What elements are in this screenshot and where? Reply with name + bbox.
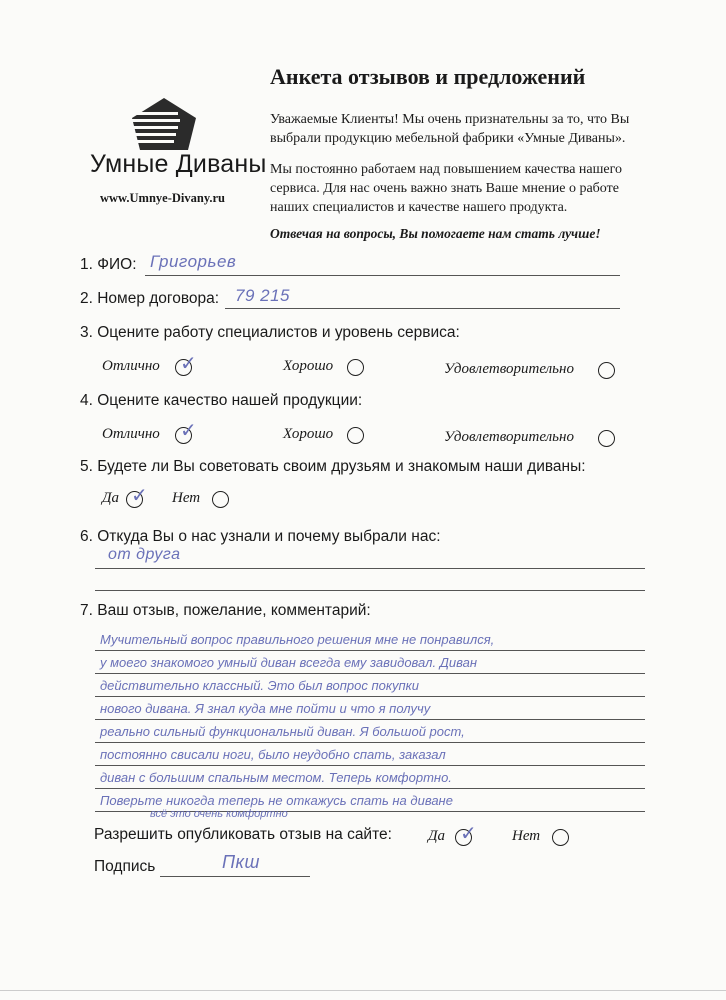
q7-line-4: [95, 719, 645, 720]
q3-option-satisfactory: Удовлетворительно: [444, 361, 574, 377]
tagline: Отвечая на вопросы, Вы помогаете нам стать лучше!: [270, 226, 601, 241]
signature[interactable]: Пкш: [222, 852, 260, 872]
page-edge: [0, 990, 726, 991]
comment-line-1[interactable]: Мучительный вопрос правильного решения мне не понравился,: [100, 632, 495, 647]
form-title: Анкета отзывов и предложений: [270, 64, 586, 89]
q1-label: 1. ФИО:: [80, 256, 137, 273]
q2-line: [225, 308, 620, 309]
q7-line-6: [95, 765, 645, 766]
intro-p1-line1: Уважаемые Клиенты! Мы очень признательны за то, что Вы: [270, 112, 630, 127]
q7-label: 7. Ваш отзыв, пожелание, комментарий:: [80, 602, 371, 619]
comment-line-9[interactable]: всё это очень комфортно: [150, 808, 288, 820]
q3-radio-good[interactable]: [347, 359, 364, 376]
comment-line-3[interactable]: действительно классный. Это был вопрос покупки: [100, 678, 420, 693]
q6-answer[interactable]: от друга: [108, 546, 181, 563]
logo-icon: [132, 98, 196, 150]
q5-option-no: Нет: [172, 490, 201, 506]
q3-check-mark: ✓: [180, 351, 197, 375]
intro-p2-line2: сервиса. Для нас очень важно знать Ваше мнение о работе: [270, 181, 619, 196]
q2-answer[interactable]: 79 215: [235, 286, 290, 305]
q4-option-excellent: Отлично: [102, 426, 160, 442]
q7-line-5: [95, 742, 645, 743]
q3-option-excellent: Отлично: [102, 358, 160, 374]
comment-line-8[interactable]: Поверьте никогда теперь не откажусь спать на диване: [100, 793, 453, 808]
comment-line-5[interactable]: реально сильный функциональный диван. Я большой рост,: [100, 724, 465, 739]
q4-radio-satisfactory[interactable]: [598, 430, 615, 447]
q7-line-2: [95, 673, 645, 674]
q6-line-1: [95, 568, 645, 569]
q5-check-mark: ✓: [131, 483, 148, 507]
q1-line: [145, 275, 620, 276]
q7-line-7: [95, 788, 645, 789]
intro-p1-line2: выбрали продукцию мебельной фабрики «Умные Диваны».: [270, 131, 626, 146]
signature-label: Подпись: [94, 858, 156, 875]
q3-label: 3. Оцените работу специалистов и уровень сервиса:: [80, 324, 460, 341]
publish-radio-no[interactable]: [552, 829, 569, 846]
q7-line-3: [95, 696, 645, 697]
q4-radio-good[interactable]: [347, 427, 364, 444]
q6-label: 6. Откуда Вы о нас узнали и почему выбрали нас:: [80, 528, 441, 545]
publish-check-mark: ✓: [460, 821, 477, 845]
intro-p2-line3: наших специалистов и качестве нашего продукта.: [270, 200, 568, 215]
q2-label: 2. Номер договора:: [80, 290, 220, 307]
publish-label: Разрешить опубликовать отзыв на сайте:: [94, 826, 392, 843]
q4-option-satisfactory: Удовлетворительно: [444, 429, 574, 445]
comment-line-6[interactable]: постоянно свисали ноги, было неудобно спать, заказал: [100, 747, 446, 762]
q3-option-good: Хорошо: [283, 358, 334, 374]
comment-line-7[interactable]: диван с большим спальным местом. Теперь комфортно.: [100, 770, 452, 785]
q1-answer[interactable]: Григорьев: [150, 252, 237, 271]
intro-p2-line1: Мы постоянно работаем над повышением качества нашего: [270, 162, 623, 177]
q6-line-2: [95, 590, 645, 591]
q5-radio-no[interactable]: [212, 491, 229, 508]
publish-option-yes: Да: [428, 828, 446, 844]
logo-name: Умные Диваны: [90, 150, 267, 178]
comment-line-4[interactable]: нового дивана. Я знал куда мне пойти и что я получу: [100, 701, 431, 716]
q5-label: 5. Будете ли Вы советовать своим друзьям и знакомым наши диваны:: [80, 458, 586, 475]
signature-line: [160, 876, 310, 877]
q3-radio-satisfactory[interactable]: [598, 362, 615, 379]
logo-url: www.Umnye-Divany.ru: [100, 191, 226, 205]
q5-option-yes: Да: [102, 490, 120, 506]
q4-option-good: Хорошо: [283, 426, 334, 442]
q4-check-mark: ✓: [180, 418, 197, 442]
q4-label: 4. Оцените качество нашей продукции:: [80, 392, 363, 409]
publish-option-no: Нет: [512, 828, 541, 844]
comment-line-2[interactable]: у моего знакомого умный диван всегда ему завидовал. Диван: [100, 655, 477, 670]
q7-line-1: [95, 650, 645, 651]
